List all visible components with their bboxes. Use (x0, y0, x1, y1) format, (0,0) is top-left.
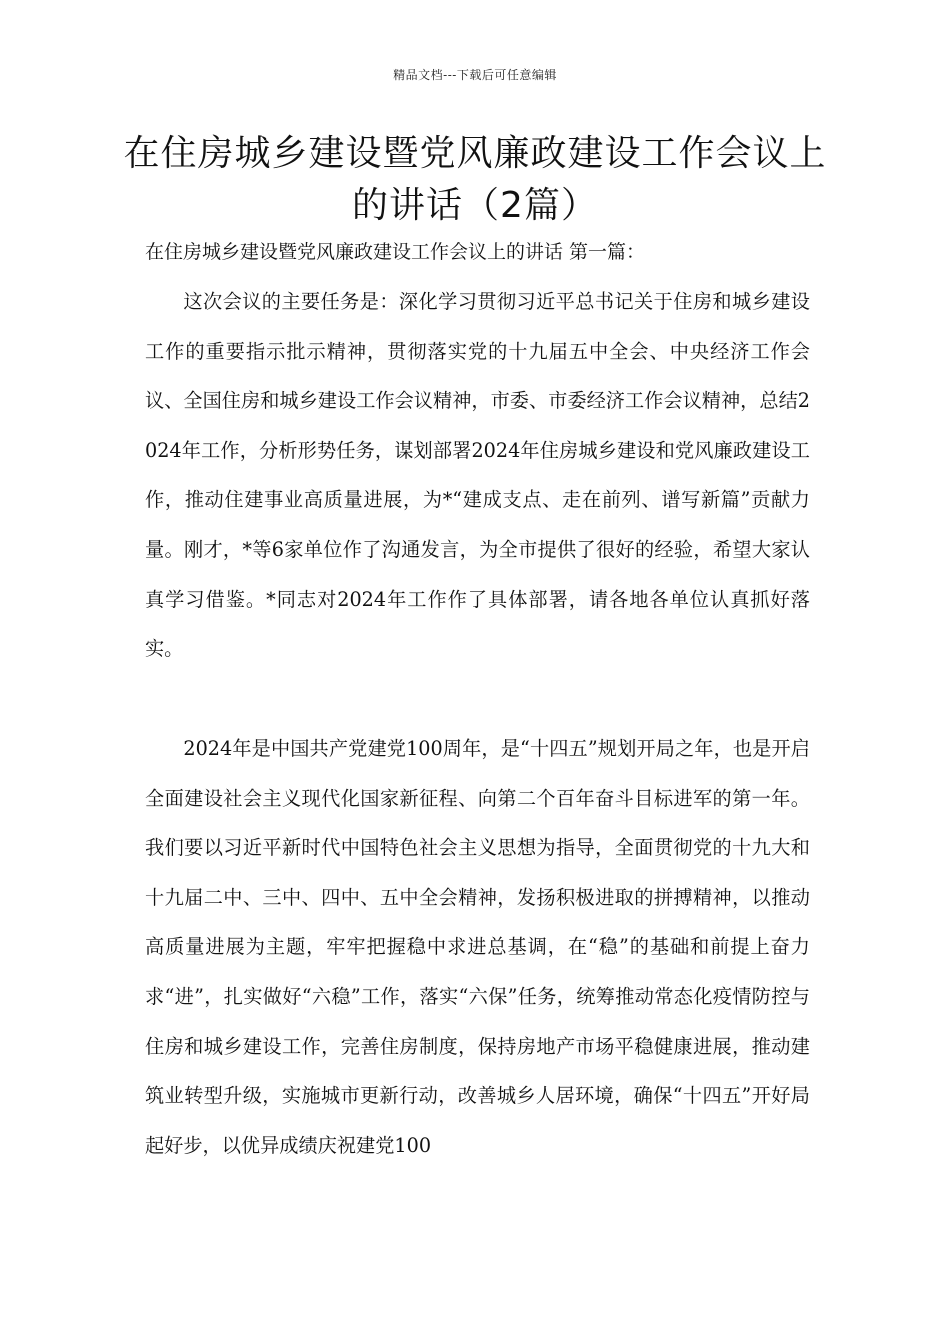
body-paragraph-2: 2024年是中国共产党建党100周年，是“十四五”规划开局之年，也是开启全面建设社会主义现代化国家新征程、向第二个百年奋斗目标进军的第一年。我们要以习近平新时代中国特色社会主义思想为指导，全面贯彻党的十九大和十九届二中、三中、四中、五中全会精神，发扬积极进取的拼搏精神，以推动高质量进展为主题，牢牢把握稳中求进总基调，在“稳”的基础和前提上奋力求“进”，扎实做好“六稳”工作，落实“六保”任务，统筹推动常态化疫情防控与住房和城乡建设工作，完善住房制度，保持房地产市场平稳健康进展，推动建筑业转型升级，实施城市更新行动，改善城乡人居环境，确保“十四五”开好局起好步，以优异成绩庆祝建党100 (145, 737, 810, 1157)
section-heading: 在住房城乡建设暨党风廉政建设工作会议上的讲话 第一篇： (145, 241, 646, 263)
document-title: 在住房城乡建设暨党风廉政建设工作会议上的讲话（2篇） (123, 133, 827, 226)
header-note: 精品文档---下载后可任意编辑 (393, 68, 557, 82)
body-paragraph-1: 这次会议的主要任务是：深化学习贯彻习近平总书记关于住房和城乡建设工作的重要指示批示精神，贯彻落实党的十九届五中全会、中央经济工作会议、全国住房和城乡建设工作会议精神，市委、市委经济工作会议精神，总结2024年工作，分析形势任务，谋划部署2024年住房城乡建设和党风廉政建设工作，推动住建事业高质量进展，为*“建成支点、走在前列、谱写新篇”贡献力量。刚才，*等6家单位作了沟通发言，为全市提供了很好的经验，希望大家认真学习借鉴。*同志对2024年工作作了具体部署，请各地各单位认真抓好落实。 (145, 290, 810, 661)
